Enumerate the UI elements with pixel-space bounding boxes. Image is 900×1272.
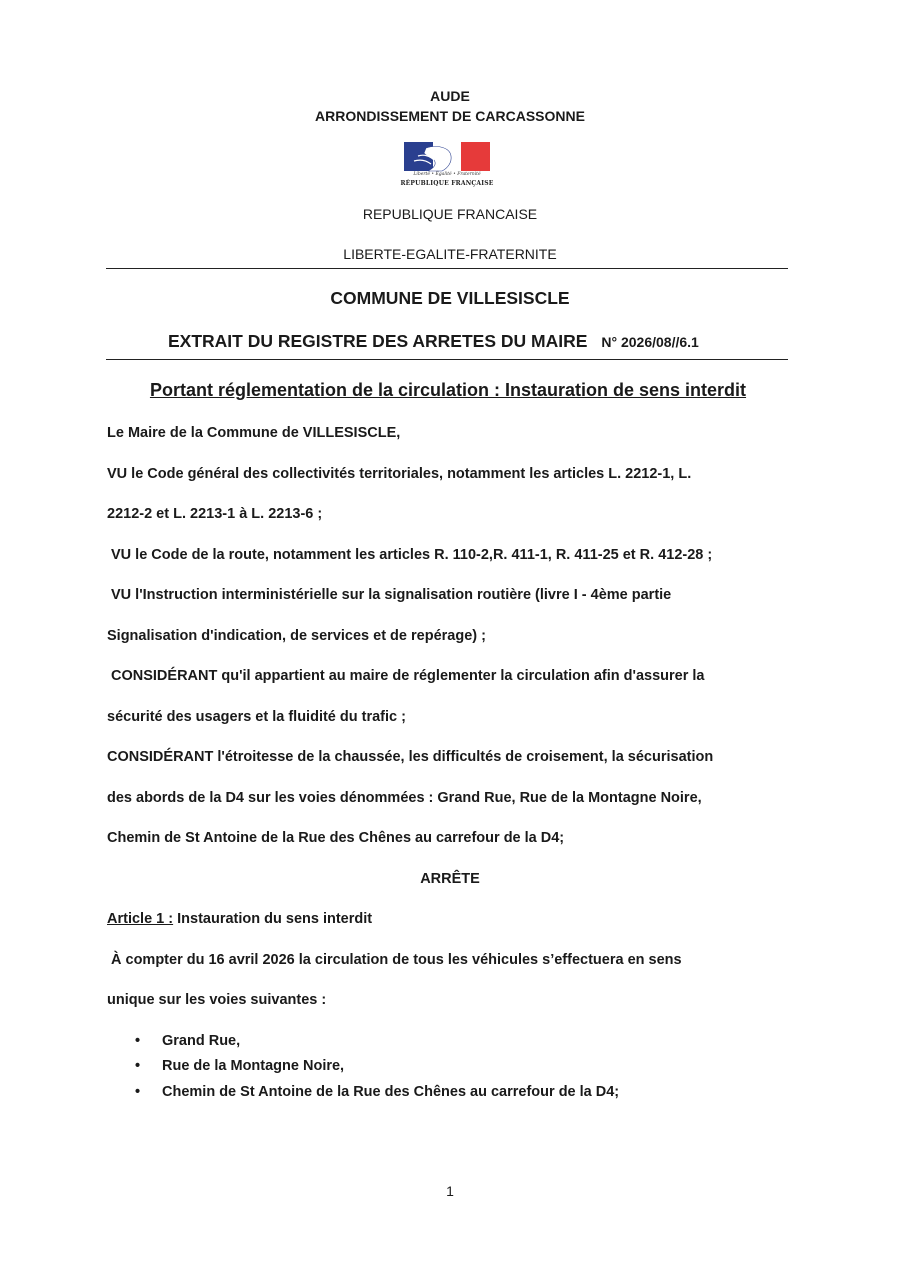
list-item bbox=[135, 1084, 619, 1100]
republic-label: REPUBLIQUE FRANCAISE bbox=[362, 206, 538, 222]
bullet: • bbox=[135, 1033, 141, 1049]
list-item bbox=[135, 1058, 344, 1074]
vu-instruction-line-2: Signalisation d'indication, de services et de repérage) ; bbox=[107, 628, 486, 644]
article-1-heading bbox=[107, 911, 372, 927]
article-1-line-2: unique sur les voies suivantes : bbox=[107, 992, 327, 1008]
considerant-2-line-3: Chemin de St Antoine de la Rue des Chênes au carrefour de la D4; bbox=[107, 830, 565, 846]
vu-code-route: VU le Code de la route, notamment les articles R. 110-2,R. 411-1, R. 411-25 et R. 412-28 ; bbox=[111, 547, 713, 563]
considerant-2-line-1: CONSIDÉRANT l'étroitesse de la chaussée, les difficultés de croisement, la sécurisation bbox=[107, 749, 714, 765]
page-number: 1 bbox=[446, 1183, 454, 1199]
article-1-label: Article 1 : bbox=[107, 911, 174, 927]
vu-cgct-line-2: 2212-2 et L. 2213-1 à L. 2213-6 ; bbox=[107, 506, 323, 522]
logo-name: RÉPUBLIQUE FRANÇAISE bbox=[400, 180, 494, 187]
considerant-1-line-1: CONSIDÉRANT qu'il appartient au maire de réglementer la circulation afin d'assurer la bbox=[111, 668, 705, 684]
arrete-number: N° 2026/08//6.1 bbox=[601, 334, 699, 350]
department: AUDE bbox=[430, 88, 470, 104]
subject-title: Portant réglementation de la circulation : Instauration de sens interdit bbox=[149, 380, 747, 400]
mayor-line: Le Maire de la Commune de VILLESISCLE, bbox=[107, 425, 401, 441]
bullet: • bbox=[135, 1084, 141, 1100]
list-item bbox=[135, 1033, 240, 1049]
register-title bbox=[168, 331, 699, 352]
commune-title: COMMUNE DE VILLESISCLE bbox=[330, 288, 570, 308]
article-1-line-1: À compter du 16 avril 2026 la circulation de tous les véhicules s’effectuera en sens bbox=[111, 952, 682, 968]
logo-motto: Liberté • Égalité • Fraternité bbox=[413, 172, 481, 177]
vu-cgct-line-1: VU le Code général des collectivités territoriales, notamment les articles L. 2212-1, L. bbox=[107, 466, 692, 482]
register-label: EXTRAIT DU REGISTRE DES ARRETES DU MAIRE bbox=[168, 331, 588, 351]
street-name: Chemin de St Antoine de la Rue des Chênes au carrefour de la D4; bbox=[162, 1084, 620, 1100]
arrondissement: ARRONDISSEMENT DE CARCASSONNE bbox=[315, 108, 585, 124]
vu-instruction-line-1: VU l'Instruction interministérielle sur la signalisation routière (livre I - 4ème partie bbox=[111, 587, 672, 603]
arrete-heading: ARRÊTE bbox=[420, 871, 480, 887]
motto-label: LIBERTE-EGALITE-FRATERNITE bbox=[343, 246, 557, 262]
article-1-title: Instauration du sens interdit bbox=[177, 911, 373, 927]
bullet: • bbox=[135, 1058, 141, 1074]
title-divider bbox=[106, 359, 788, 360]
considerant-1-line-2: sécurité des usagers et la fluidité du trafic ; bbox=[107, 709, 406, 725]
street-name: Rue de la Montagne Noire, bbox=[162, 1058, 345, 1074]
street-name: Grand Rue, bbox=[162, 1033, 241, 1049]
header-divider bbox=[106, 268, 788, 269]
considerant-2-line-2: des abords de la D4 sur les voies dénommées : Grand Rue, Rue de la Montagne Noire, bbox=[107, 790, 702, 806]
